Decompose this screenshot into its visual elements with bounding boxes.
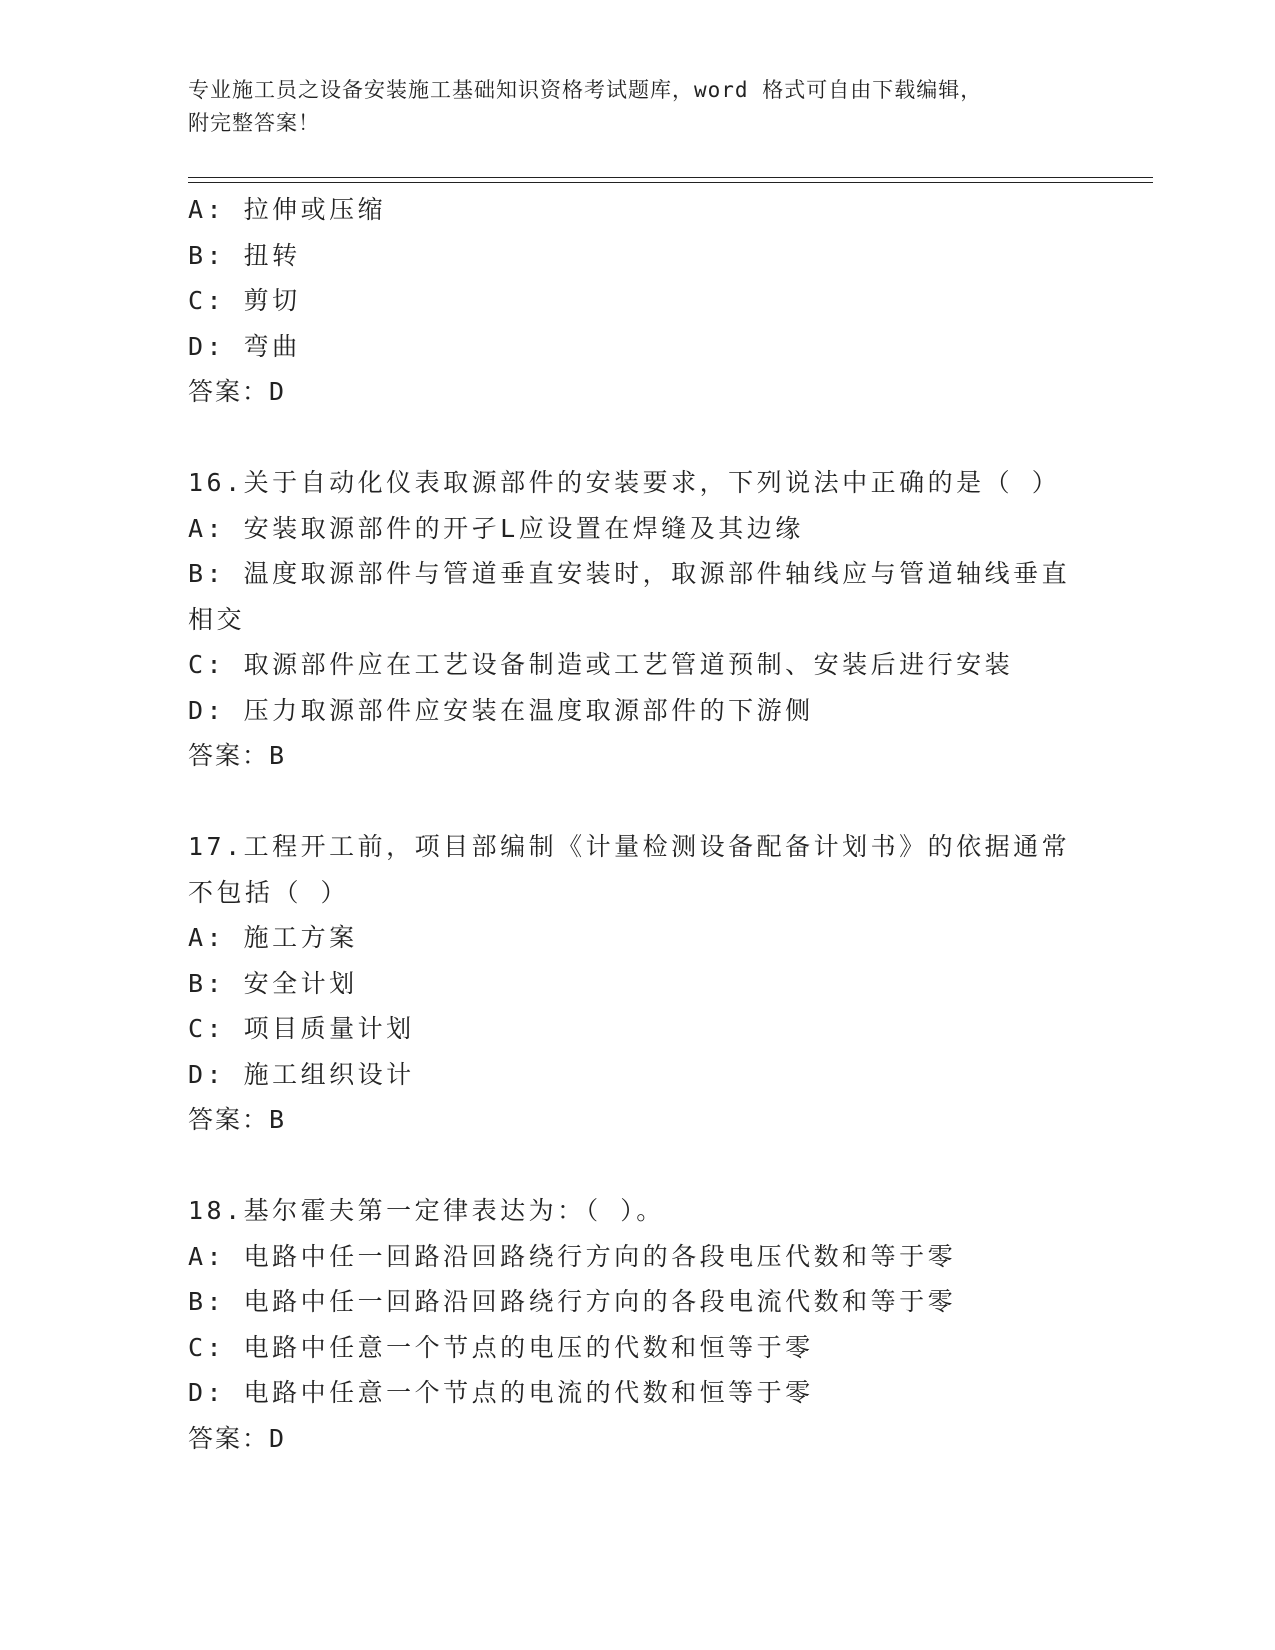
answer: 答案：B xyxy=(188,1105,287,1134)
option-c: C: 取源部件应在工艺设备制造或工艺管道预制、安装后进行安装 xyxy=(188,650,1014,679)
answer: 答案：B xyxy=(188,741,287,770)
spacer xyxy=(188,779,1088,825)
option-b-continued: 相交 xyxy=(188,604,246,634)
answer: 答案：D xyxy=(188,377,287,406)
option-c: C: 项目质量计划 xyxy=(188,1014,415,1043)
spacer xyxy=(188,1143,1088,1189)
question-text: 18.基尔霍夫第一定律表达为：（ ）。 xyxy=(188,1196,665,1225)
option-b: B: 温度取源部件与管道垂直安装时，取源部件轴线应与管道轴线垂直 xyxy=(188,559,1071,588)
question-text-continued: 不包括（ ） xyxy=(188,877,350,907)
header-line-1: 专业施工员之设备安装施工基础知识资格考试题库，word 格式可自由下载编辑， xyxy=(188,78,983,102)
option-a: A: 电路中任一回路沿回路绕行方向的各段电压代数和等于零 xyxy=(188,1241,957,1271)
option-b: B: 电路中任一回路沿回路绕行方向的各段电流代数和等于零 xyxy=(188,1287,957,1316)
question-text: 16.关于自动化仪表取源部件的安装要求，下列说法中正确的是（ ） xyxy=(188,468,1061,497)
header-divider-bottom xyxy=(188,182,1153,183)
question-16 xyxy=(188,460,1088,779)
option-a: A: 拉伸或压缩 xyxy=(188,195,387,224)
question-list xyxy=(188,187,1088,1461)
question-text: 17.工程开工前，项目部编制《计量检测设备配备计划书》的依据通常 xyxy=(188,832,1071,861)
option-d: D: 电路中任意一个节点的电流的代数和恒等于零 xyxy=(188,1378,814,1407)
question-17 xyxy=(188,824,1088,1143)
option-b: B: 安全计划 xyxy=(188,968,358,998)
answer: 答案：D xyxy=(188,1423,287,1453)
option-b: B: 扭转 xyxy=(188,240,301,270)
question-18 xyxy=(188,1188,1088,1461)
document-header xyxy=(188,74,1068,140)
option-a: A: 安装取源部件的开孑L应设置在焊缝及其边缘 xyxy=(188,513,804,543)
option-c: C: 剪切 xyxy=(188,286,301,315)
header-line-2: 附完整答案！ xyxy=(188,111,320,135)
option-c: C: 电路中任意一个节点的电压的代数和恒等于零 xyxy=(188,1332,814,1362)
option-d: D: 压力取源部件应安装在温度取源部件的下游侧 xyxy=(188,695,814,725)
question-15 xyxy=(188,187,1088,415)
option-d: D: 弯曲 xyxy=(188,331,301,361)
spacer xyxy=(188,415,1088,461)
option-a: A: 施工方案 xyxy=(188,923,358,952)
header-divider-top xyxy=(188,177,1153,178)
option-d: D: 施工组织设计 xyxy=(188,1059,415,1089)
